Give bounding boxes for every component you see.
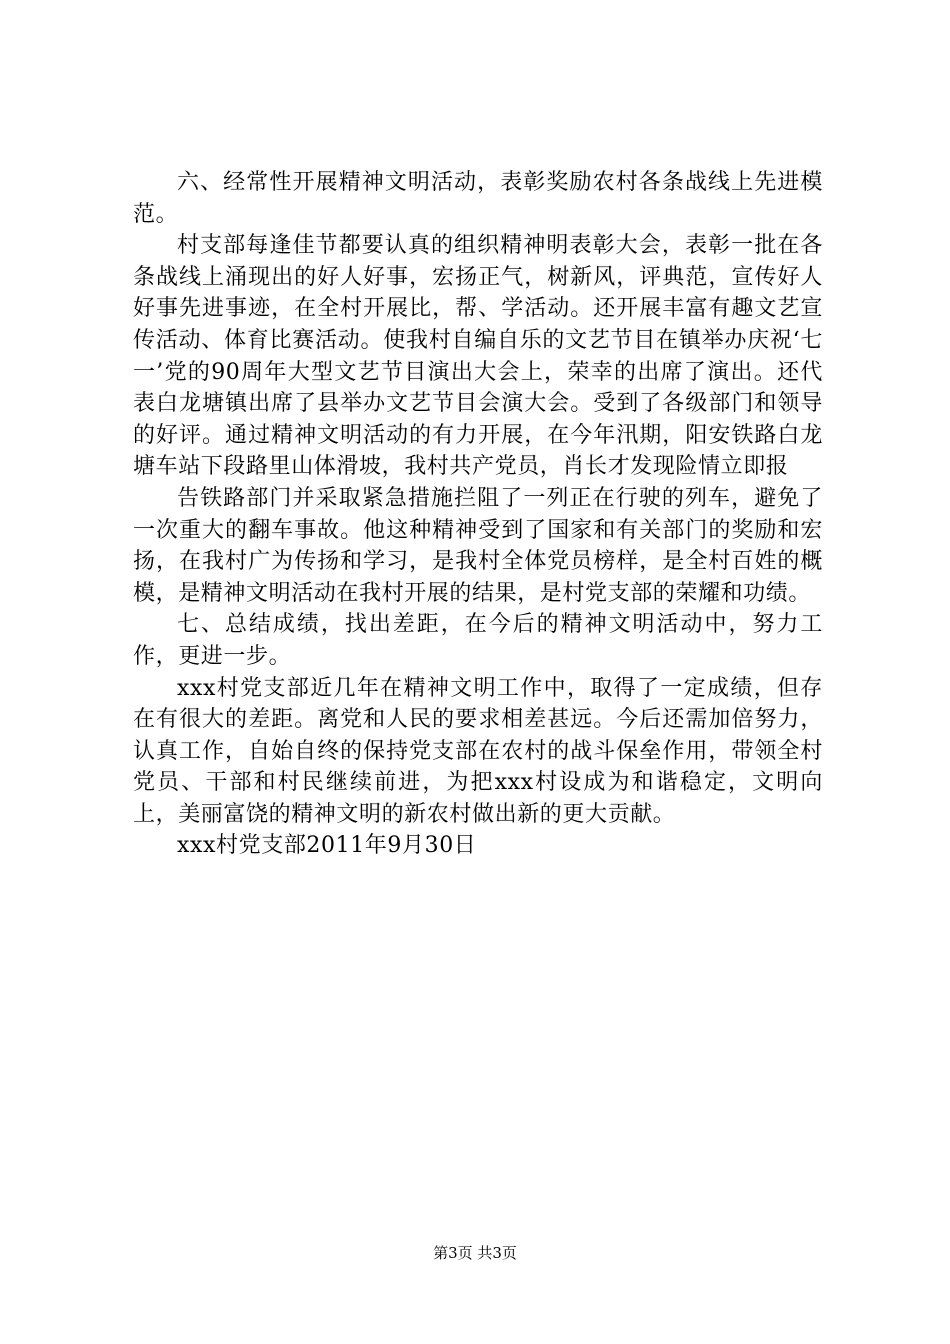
paragraph-festival-commendation: 村支部每逢佳节都要认真的组织精神明表彰大会，表彰一批在各条战线上涌现出的好人好事，宏扬正气，树新风，评典范，宣传好人好事先进事迹，在全村开展比，帮、学活动。还开展丰富有趣文艺宣传活动、体育比赛活动。使我村自编自乐的文艺节目在镇举办庆祝‘七一’党的90周年大型文艺节目演出大会上，荣幸的出席了演出。还代表白龙塘镇出席了县举办文艺节目会演大会。受到了各级部门和领导的好评。通过精神文明活动的有力开展，在今年汛期，阳安铁路白龙塘车站下段路里山体滑坡，我村共产党员，肖长才发现险情立即报 [133, 233, 823, 480]
signature-date-line: xxx村党支部2011年9月30日 [177, 833, 477, 859]
paragraph-section-seven-heading: 七、总结成绩，找出差距，在今后的精神文明活动中，努力工作，更进一步。 [133, 612, 823, 669]
paragraph-section-six-heading: 六、经常性开展精神文明活动，表彰奖励农村各条战线上先进模范。 [133, 170, 823, 227]
page-footer: 第3页 共3页 [433, 1244, 517, 1262]
paragraph-railway-incident: 告铁路部门并采取紧急措施拦阻了一列正在行驶的列车，避免了一次重大的翻车事故。他这种精神受到了国家和有关部门的奖励和宏扬，在我村广为传扬和学习，是我村全体党员榜样，是全村百姓的概模，是精神文明活动在我村开展的结果，是村党支部的荣耀和功绩。 [133, 485, 823, 606]
document-body [133, 167, 823, 862]
paragraph-summary: xxx村党支部近几年在精神文明工作中，取得了一定成绩，但存在有很大的差距。离党和人民的要求相差甚远。今后还需加倍努力，认真工作，自始自终的保持党支部在农村的战斗保垒作用，带领全村党员、干部和村民继续前进，为把xxx村设成为和谐稳定，文明向上，美丽富饶的精神文明的新农村做出新的更大贡献。 [133, 675, 823, 827]
